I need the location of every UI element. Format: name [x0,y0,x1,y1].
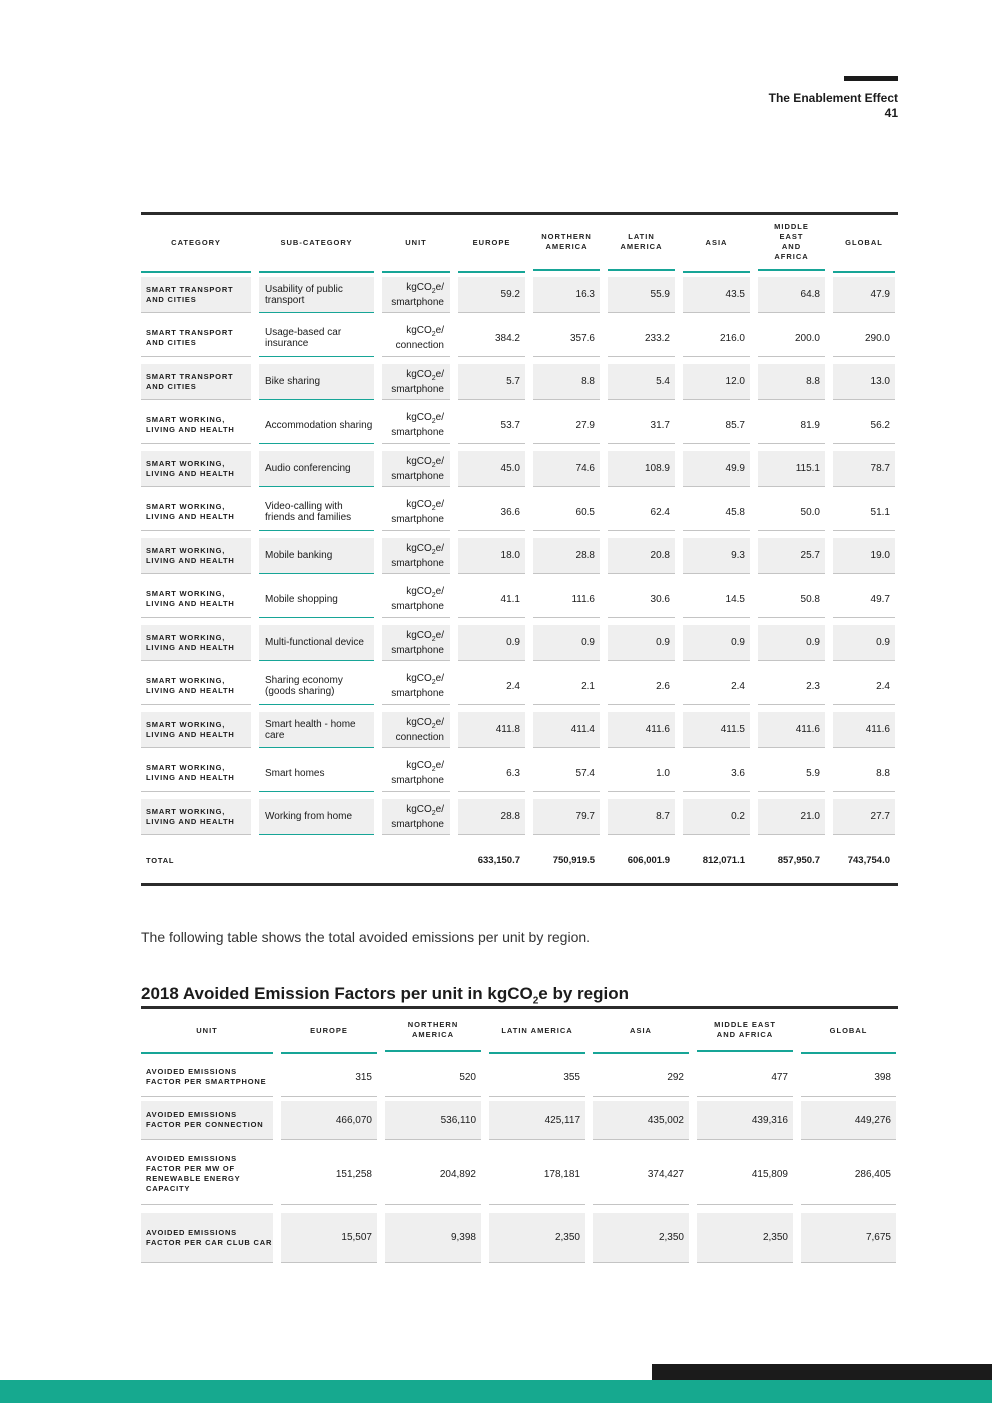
category-cell: SMART WORKING, LIVING AND HEALTH [141,451,251,487]
unit-part-a: kgCO [406,281,432,293]
value-northern-america: 411.4 [533,712,600,748]
value-global: 411.6 [833,712,895,748]
unit-part-a: kgCO [406,542,432,554]
col-header-northern-america: NORTHERN AMERICA [533,215,600,271]
value-europe: 45.0 [458,451,525,487]
table-row [141,273,898,317]
value-europe: 41.1 [458,582,525,618]
t2-col-header-middle-east-africa: MIDDLE EAST AND AFRICA [697,1009,793,1052]
factor-latin-america: 2,350 [489,1213,585,1263]
t2-col-header-unit: UNIT [141,1009,273,1054]
value-asia: 14.5 [683,582,750,618]
unit-cell [382,669,450,705]
category-cell: SMART TRANSPORT AND CITIES [141,321,251,357]
table-row [141,795,898,839]
unit-subscript: 2 [431,287,436,295]
sub-category-cell: Sharing economy (goods sharing) [259,669,374,705]
unit-part-b: e/ smartphone [391,499,444,525]
factor-asia: 435,002 [593,1101,689,1140]
value-global: 27.7 [833,799,895,835]
unit-part-a: kgCO [406,629,432,641]
total-global: 743,754.0 [847,855,890,866]
table-body [141,273,898,839]
value-europe: 36.6 [458,495,525,531]
table-header-row [141,215,898,273]
value-europe: 18.0 [458,538,525,574]
value-global: 49.7 [833,582,895,618]
unit-subscript: 2 [431,505,436,512]
value-latin-america: 55.9 [608,277,675,313]
value-latin-america: 8.7 [608,799,675,835]
unit-subscript: 2 [431,548,436,556]
header-accent-bar [844,76,898,81]
value-asia: 411.5 [683,712,750,748]
value-asia: 216.0 [683,321,750,357]
value-northern-america: 357.6 [533,321,600,357]
table-row [141,534,898,578]
value-middle-east-africa: 200.0 [758,321,825,357]
unit-part-b: e/ smartphone [391,586,444,612]
value-global: 0.9 [833,625,895,661]
unit-part-a: kgCO [406,716,432,728]
unit-part-a: kgCO [406,760,432,771]
category-cell: SMART WORKING, LIVING AND HEALTH [141,538,251,574]
factor-global: 449,276 [801,1101,896,1140]
col-header-middle-east-africa: MIDDLE EAST AND AFRICA [758,215,825,271]
unit-part-b: e/ connection [395,716,444,743]
table2-header-row [141,1009,898,1054]
unit-cell [382,277,450,313]
table-row [141,578,898,622]
avoided-emission-factors-table [141,1006,898,1263]
value-northern-america: 16.3 [533,277,600,313]
table-row [141,621,898,665]
total-latin-america: 606,001.9 [627,855,670,866]
value-northern-america: 28.8 [533,538,600,574]
value-middle-east-africa: 81.9 [758,408,825,444]
value-middle-east-africa: 50.8 [758,582,825,618]
table2-row [141,1140,898,1205]
value-middle-east-africa: 0.9 [758,625,825,661]
unit-subscript: 2 [431,809,436,817]
unit-part-b: e/ smartphone [391,673,444,699]
value-middle-east-africa: 8.8 [758,364,825,400]
sub-category-cell: Multi-functional device [259,625,374,661]
factor-global: 398 [801,1058,896,1097]
unit-part-b: e/ smartphone [391,412,444,438]
value-global: 19.0 [833,538,895,574]
value-northern-america: 8.8 [533,364,600,400]
value-europe: 2.4 [458,669,525,705]
value-global: 51.1 [833,495,895,531]
table2-row [141,1205,898,1263]
value-northern-america: 111.6 [533,582,600,618]
table2-title [141,984,629,1006]
value-global: 2.4 [833,669,895,705]
table-row [141,491,898,535]
table2-title-subscript: 2 [532,995,539,1007]
unit-cell [382,799,450,835]
value-middle-east-africa: 50.0 [758,495,825,531]
factor-europe: 151,258 [281,1144,377,1205]
col-header-latin-america: LATIN AMERICA [608,215,675,271]
unit-subscript: 2 [431,679,436,686]
value-northern-america: 27.9 [533,408,600,444]
total-middle-east-africa: 857,950.7 [777,855,820,866]
unit-part-a: kgCO [406,455,432,467]
value-middle-east-africa: 5.9 [758,756,825,792]
col-header-sub-category: SUB-CATEGORY [259,215,374,273]
t2-col-header-latin-america: LATIN AMERICA [489,1009,585,1054]
factor-latin-america: 178,181 [489,1144,585,1205]
factor-europe: 466,070 [281,1101,377,1140]
sub-category-cell: Usability of public transport [259,277,374,313]
unit-subscript: 2 [431,635,436,643]
unit-part-b: e/ smartphone [391,281,444,308]
unit-part-b: e/ smartphone [391,542,444,569]
unit-subscript: 2 [431,766,436,773]
unit-part-a: kgCO [406,673,432,684]
factor-latin-america: 355 [489,1058,585,1097]
col-header-europe: EUROPE [458,215,525,273]
unit-subscript: 2 [431,592,436,599]
col-header-asia: ASIA [683,215,750,273]
unit-cell [382,451,450,487]
value-latin-america: 31.7 [608,408,675,444]
factor-northern-america: 9,398 [385,1213,481,1263]
table-row [141,360,898,404]
value-europe: 411.8 [458,712,525,748]
value-asia: 85.7 [683,408,750,444]
value-northern-america: 57.4 [533,756,600,792]
value-latin-america: 5.4 [608,364,675,400]
unit-part-a: kgCO [406,412,432,423]
unit-cell [382,756,450,792]
total-row [141,839,898,886]
unit-label-cell: AVOIDED EMISSIONS FACTOR PER SMARTPHONE [141,1058,273,1097]
table-row [141,404,898,448]
document-title: The Enablement Effect [768,91,898,105]
value-latin-america: 233.2 [608,321,675,357]
unit-label-cell: AVOIDED EMISSIONS FACTOR PER MW OF RENEWABLE ENERGY CAPACITY [141,1144,273,1205]
table-row [141,317,898,361]
unit-part-a: kgCO [406,803,432,815]
value-asia: 3.6 [683,756,750,792]
factor-northern-america: 204,892 [385,1144,481,1205]
total-empty-sub [259,839,374,883]
unit-cell [382,321,450,357]
unit-cell [382,712,450,748]
col-header-global: GLOBAL [833,215,895,273]
emissions-by-subcategory-table [141,212,898,886]
value-latin-america: 62.4 [608,495,675,531]
unit-cell [382,495,450,531]
t2-col-header-asia: ASIA [593,1009,689,1054]
category-cell: SMART WORKING, LIVING AND HEALTH [141,669,251,705]
total-asia: 812,071.1 [702,855,745,866]
sub-category-cell: Working from home [259,799,374,835]
value-latin-america: 30.6 [608,582,675,618]
table2-body [141,1054,898,1263]
unit-subscript: 2 [431,418,436,425]
value-global: 56.2 [833,408,895,444]
sub-category-cell: Audio conferencing [259,451,374,487]
category-cell: SMART WORKING, LIVING AND HEALTH [141,495,251,531]
value-europe: 28.8 [458,799,525,835]
factor-middle-east-africa: 477 [697,1058,793,1097]
category-cell: SMART WORKING, LIVING AND HEALTH [141,625,251,661]
unit-part-a: kgCO [406,586,432,597]
total-europe: 633,150.7 [477,855,520,866]
unit-part-b: e/ smartphone [391,803,444,830]
value-middle-east-africa: 411.6 [758,712,825,748]
table2-title-main: 2018 Avoided Emission Factors per unit in kgCO [141,984,533,1003]
factor-middle-east-africa: 2,350 [697,1213,793,1263]
table-row [141,708,898,752]
value-europe: 53.7 [458,408,525,444]
value-latin-america: 411.6 [608,712,675,748]
table-row [141,752,898,796]
table-row [141,665,898,709]
unit-subscript: 2 [431,722,436,730]
sub-category-cell: Smart health - home care [259,712,374,748]
intro-paragraph: The following table shows the total avoided emissions per unit by region. [141,929,591,945]
sub-category-cell: Mobile shopping [259,582,374,618]
sub-category-cell: Usage-based car insurance [259,321,374,357]
value-asia: 2.4 [683,669,750,705]
unit-part-b: e/ connection [395,325,444,351]
category-cell: SMART WORKING, LIVING AND HEALTH [141,712,251,748]
unit-part-a: kgCO [406,499,432,510]
value-asia: 12.0 [683,364,750,400]
unit-label-cell: AVOIDED EMISSIONS FACTOR PER CONNECTION [141,1101,273,1140]
unit-cell [382,364,450,400]
footer-dark-bar [652,1364,992,1380]
sub-category-cell: Mobile banking [259,538,374,574]
value-global: 78.7 [833,451,895,487]
value-asia: 49.9 [683,451,750,487]
value-middle-east-africa: 64.8 [758,277,825,313]
value-northern-america: 79.7 [533,799,600,835]
t2-col-header-europe: EUROPE [281,1009,377,1054]
table2-row [141,1097,898,1140]
factor-global: 7,675 [801,1213,896,1263]
factor-asia: 374,427 [593,1144,689,1205]
value-asia: 9.3 [683,538,750,574]
value-latin-america: 108.9 [608,451,675,487]
col-header-unit: UNIT [382,215,450,273]
table2-row [141,1054,898,1097]
value-middle-east-africa: 2.3 [758,669,825,705]
value-northern-america: 0.9 [533,625,600,661]
page-number: 41 [884,106,898,120]
unit-part-b: e/ smartphone [391,455,444,482]
value-global: 47.9 [833,277,895,313]
unit-subscript: 2 [431,374,436,382]
value-europe: 59.2 [458,277,525,313]
factor-asia: 292 [593,1058,689,1097]
unit-cell [382,582,450,618]
value-latin-america: 1.0 [608,756,675,792]
t2-col-header-northern-america: NORTHERN AMERICA [385,1009,481,1052]
value-latin-america: 0.9 [608,625,675,661]
unit-part-b: e/ smartphone [391,760,444,786]
value-middle-east-africa: 25.7 [758,538,825,574]
total-northern-america: 750,919.5 [552,855,595,866]
category-cell: SMART WORKING, LIVING AND HEALTH [141,582,251,618]
sub-category-cell: Smart homes [259,756,374,792]
factor-northern-america: 536,110 [385,1101,481,1140]
value-northern-america: 60.5 [533,495,600,531]
value-global: 13.0 [833,364,895,400]
footer-teal-bar [0,1380,992,1403]
unit-part-a: kgCO [406,325,432,336]
table2-title-tail: e by region [538,984,629,1003]
unit-subscript: 2 [431,461,436,469]
value-europe: 384.2 [458,321,525,357]
unit-cell [382,408,450,444]
category-cell: SMART TRANSPORT AND CITIES [141,277,251,313]
value-asia: 0.9 [683,625,750,661]
category-cell: SMART WORKING, LIVING AND HEALTH [141,756,251,792]
unit-cell [382,538,450,574]
value-northern-america: 2.1 [533,669,600,705]
value-asia: 45.8 [683,495,750,531]
value-global: 290.0 [833,321,895,357]
value-asia: 43.5 [683,277,750,313]
sub-category-cell: Bike sharing [259,364,374,400]
category-cell: SMART TRANSPORT AND CITIES [141,364,251,400]
col-header-category: CATEGORY [141,215,251,273]
unit-cell [382,625,450,661]
unit-part-b: e/ smartphone [391,629,444,656]
unit-part-b: e/ smartphone [391,368,444,395]
value-middle-east-africa: 21.0 [758,799,825,835]
factor-northern-america: 520 [385,1058,481,1097]
value-global: 8.8 [833,756,895,792]
value-latin-america: 20.8 [608,538,675,574]
unit-subscript: 2 [431,331,436,338]
value-middle-east-africa: 115.1 [758,451,825,487]
factor-asia: 2,350 [593,1213,689,1263]
value-latin-america: 2.6 [608,669,675,705]
sub-category-cell: Video-calling with friends and families [259,495,374,531]
value-europe: 6.3 [458,756,525,792]
unit-part-a: kgCO [406,368,432,380]
value-northern-america: 74.6 [533,451,600,487]
total-empty-unit [382,839,450,883]
sub-category-cell: Accommodation sharing [259,408,374,444]
factor-europe: 15,507 [281,1213,377,1263]
table-row [141,447,898,491]
factor-global: 286,405 [801,1144,896,1205]
factor-middle-east-africa: 415,809 [697,1144,793,1205]
factor-europe: 315 [281,1058,377,1097]
unit-label-cell: AVOIDED EMISSIONS FACTOR PER CAR CLUB CAR [141,1213,273,1263]
category-cell: SMART WORKING, LIVING AND HEALTH [141,799,251,835]
factor-middle-east-africa: 439,316 [697,1101,793,1140]
factor-latin-america: 425,117 [489,1101,585,1140]
value-asia: 0.2 [683,799,750,835]
total-label: TOTAL [146,855,175,865]
t2-col-header-global: GLOBAL [801,1009,896,1054]
category-cell: SMART WORKING, LIVING AND HEALTH [141,408,251,444]
value-europe: 0.9 [458,625,525,661]
value-europe: 5.7 [458,364,525,400]
